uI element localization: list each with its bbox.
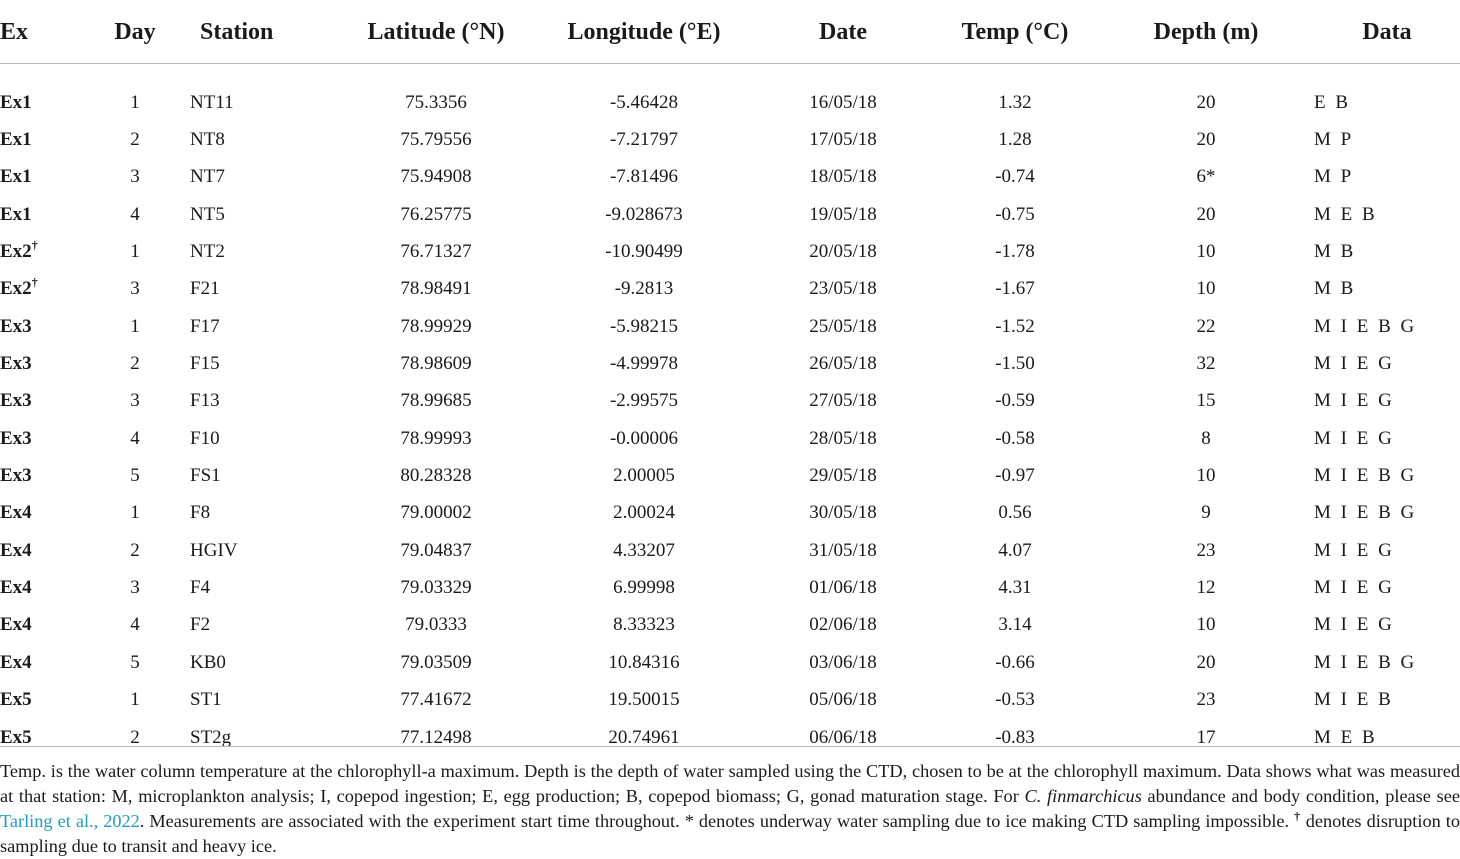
cell-date: 28/05/18 bbox=[809, 427, 877, 449]
cell-latitude: 78.99929 bbox=[400, 315, 472, 337]
cell-station: NT7 bbox=[190, 166, 225, 188]
cell-station: F4 bbox=[190, 577, 211, 599]
header-temp: Temp (°C) bbox=[961, 19, 1069, 45]
cell-temp: 4.07 bbox=[998, 539, 1032, 561]
cell-temp: -1.78 bbox=[995, 241, 1035, 263]
cell-longitude: 4.33207 bbox=[613, 539, 675, 561]
table-row bbox=[0, 233, 1460, 270]
cell-latitude: 76.25775 bbox=[400, 203, 472, 225]
dagger-mark: † bbox=[31, 275, 38, 290]
cell-latitude: 80.28328 bbox=[400, 465, 472, 487]
cell-day: 3 bbox=[130, 166, 140, 188]
cell-depth: 10 bbox=[1196, 465, 1216, 487]
ex-label: Ex1 bbox=[0, 91, 32, 113]
ex-label: Ex4 bbox=[0, 614, 32, 636]
ex-label: Ex4 bbox=[0, 651, 32, 673]
ex-label: Ex3 bbox=[0, 465, 32, 487]
cell-ex bbox=[0, 532, 80, 569]
table-row bbox=[0, 457, 1460, 494]
cell-temp: -0.75 bbox=[995, 203, 1035, 225]
cell-day: 5 bbox=[130, 465, 140, 487]
cell-date: 16/05/18 bbox=[809, 91, 877, 113]
cell-temp: -0.97 bbox=[995, 465, 1035, 487]
footnote-species: C. finmarchicus bbox=[1024, 786, 1142, 806]
cell-latitude: 78.98609 bbox=[400, 353, 472, 375]
cell-ex bbox=[0, 569, 80, 606]
cell-temp: 3.14 bbox=[998, 614, 1032, 636]
cell-depth: 23 bbox=[1196, 539, 1216, 561]
ex-label: Ex3 bbox=[0, 315, 32, 337]
footnote-text-1: Temp. is the water column temperature at the chlorophyll-a maximum. Depth is the depth of water sampled using the CTD, chosen to be at the chlorophyll maximum. Data shows what was measured at that station: M, microplankton analysis; I, copepod ingestion; E, egg production; B, copepod biomass; G, gonad maturation stage. For bbox=[0, 761, 1460, 806]
table-row bbox=[0, 607, 1460, 644]
cell-latitude: 79.03329 bbox=[400, 577, 472, 599]
header-station: Station bbox=[200, 19, 274, 45]
cell-latitude: 76.71327 bbox=[400, 241, 472, 263]
header-latitude: Latitude (°N) bbox=[367, 19, 505, 45]
cell-day: 2 bbox=[130, 129, 140, 151]
cell-temp: -1.67 bbox=[995, 278, 1035, 300]
cell-depth: 9 bbox=[1201, 502, 1211, 524]
header-day: Day bbox=[114, 19, 156, 45]
cell-longitude: 20.74961 bbox=[608, 726, 680, 748]
cell-data: M I E B G bbox=[1314, 502, 1415, 524]
cell-temp: -0.66 bbox=[995, 651, 1035, 673]
cell-depth: 20 bbox=[1196, 651, 1216, 673]
cell-depth: 10 bbox=[1196, 241, 1216, 263]
table-row bbox=[0, 682, 1460, 719]
cell-temp: 1.28 bbox=[998, 129, 1032, 151]
cell-station: F8 bbox=[190, 502, 211, 524]
table-header-row bbox=[0, 0, 1460, 64]
cell-depth: 17 bbox=[1196, 726, 1216, 748]
ex-label: Ex3 bbox=[0, 353, 32, 375]
cell-data: M E B bbox=[1314, 203, 1375, 225]
table-row bbox=[0, 495, 1460, 532]
header-data: Data bbox=[1362, 19, 1412, 45]
cell-station: F10 bbox=[190, 427, 220, 449]
ex-label: Ex5 bbox=[0, 689, 32, 711]
cell-ex bbox=[0, 121, 80, 158]
cell-latitude: 78.99993 bbox=[400, 427, 472, 449]
cell-date: 25/05/18 bbox=[809, 315, 877, 337]
cell-depth: 6* bbox=[1196, 166, 1216, 188]
footnote-dagger: † bbox=[1294, 809, 1301, 823]
cell-data: M P bbox=[1314, 166, 1352, 188]
cell-day: 2 bbox=[130, 726, 140, 748]
cell-ex bbox=[0, 420, 80, 457]
cell-data: M I E G bbox=[1314, 577, 1392, 599]
cell-longitude: 6.99998 bbox=[613, 577, 675, 599]
cell-longitude: -7.21797 bbox=[609, 129, 679, 151]
cell-depth: 20 bbox=[1196, 91, 1216, 113]
cell-day: 1 bbox=[130, 315, 140, 337]
cell-date: 05/06/18 bbox=[809, 689, 877, 711]
cell-depth: 22 bbox=[1196, 315, 1216, 337]
cell-latitude: 79.0333 bbox=[405, 614, 467, 636]
cell-day: 5 bbox=[130, 651, 140, 673]
cell-longitude: -5.98215 bbox=[609, 315, 679, 337]
cell-depth: 20 bbox=[1196, 129, 1216, 151]
table-row bbox=[0, 308, 1460, 345]
cell-data: E B bbox=[1314, 91, 1349, 113]
table-row bbox=[0, 719, 1460, 756]
cell-date: 27/05/18 bbox=[809, 390, 877, 412]
cell-longitude: -9.028673 bbox=[605, 203, 683, 225]
ex-label: Ex3 bbox=[0, 390, 32, 412]
cell-day: 1 bbox=[130, 91, 140, 113]
cell-station: F15 bbox=[190, 353, 220, 375]
cell-day: 4 bbox=[130, 203, 140, 225]
cell-station: F13 bbox=[190, 390, 220, 412]
cell-latitude: 79.00002 bbox=[400, 502, 472, 524]
cell-latitude: 78.98491 bbox=[400, 278, 472, 300]
table-row bbox=[0, 569, 1460, 606]
cell-longitude: 19.50015 bbox=[608, 689, 680, 711]
cell-date: 17/05/18 bbox=[809, 129, 877, 151]
cell-ex bbox=[0, 383, 80, 420]
cell-data: M B bbox=[1314, 241, 1354, 263]
table-row bbox=[0, 383, 1460, 420]
ex-label: Ex1 bbox=[0, 203, 32, 225]
cell-date: 26/05/18 bbox=[809, 353, 877, 375]
footnote-divider bbox=[0, 746, 1460, 747]
cell-station: F21 bbox=[190, 278, 220, 300]
cell-latitude: 79.03509 bbox=[400, 651, 472, 673]
cell-station: ST2g bbox=[190, 726, 232, 748]
table-row bbox=[0, 644, 1460, 681]
table-row bbox=[0, 420, 1460, 457]
cell-depth: 10 bbox=[1196, 278, 1216, 300]
footnote-text-2: abundance and body condition, please see bbox=[1141, 786, 1460, 806]
cell-data: M I E G bbox=[1314, 353, 1392, 375]
cell-ex bbox=[0, 719, 80, 756]
ex-label: Ex4 bbox=[0, 539, 32, 561]
cell-date: 19/05/18 bbox=[809, 203, 877, 225]
cell-data: M P bbox=[1314, 129, 1352, 151]
cell-temp: 4.31 bbox=[998, 577, 1032, 599]
ex-label: Ex3 bbox=[0, 427, 32, 449]
table-body bbox=[0, 64, 1460, 757]
table-row bbox=[0, 159, 1460, 196]
header-date: Date bbox=[819, 19, 867, 45]
cell-ex bbox=[0, 233, 80, 270]
cell-temp: 0.56 bbox=[998, 502, 1032, 524]
cell-station: FS1 bbox=[190, 465, 221, 487]
header-ex: Ex bbox=[0, 19, 29, 45]
cell-date: 18/05/18 bbox=[809, 166, 877, 188]
cell-temp: -1.52 bbox=[995, 315, 1035, 337]
citation-link[interactable]: Tarling et al., 2022 bbox=[0, 811, 140, 831]
cell-latitude: 75.3356 bbox=[405, 91, 467, 113]
header-longitude: Longitude (°E) bbox=[567, 19, 721, 45]
cell-ex bbox=[0, 644, 80, 681]
ex-label: Ex1 bbox=[0, 166, 32, 188]
cell-data: M I E B G bbox=[1314, 651, 1415, 673]
table-row bbox=[0, 271, 1460, 308]
cell-depth: 20 bbox=[1196, 203, 1216, 225]
cell-ex bbox=[0, 308, 80, 345]
cell-temp: -0.74 bbox=[995, 166, 1035, 188]
cell-latitude: 75.79556 bbox=[400, 129, 472, 151]
cell-temp: -0.59 bbox=[995, 390, 1035, 412]
ex-label: Ex4 bbox=[0, 577, 32, 599]
cell-day: 1 bbox=[130, 689, 140, 711]
header-depth: Depth (m) bbox=[1153, 19, 1259, 45]
cell-day: 3 bbox=[130, 278, 140, 300]
table-row bbox=[0, 345, 1460, 382]
cell-station: NT8 bbox=[190, 129, 225, 151]
cell-station: ST1 bbox=[190, 689, 222, 711]
cell-day: 4 bbox=[130, 427, 140, 449]
ex-label: Ex4 bbox=[0, 502, 32, 524]
cell-day: 1 bbox=[130, 502, 140, 524]
cell-station: F2 bbox=[190, 614, 211, 636]
cell-station: F17 bbox=[190, 315, 220, 337]
cell-longitude: -5.46428 bbox=[609, 91, 679, 113]
dagger-mark: † bbox=[31, 238, 38, 253]
table-row bbox=[0, 532, 1460, 569]
table-footnote bbox=[0, 759, 1460, 859]
cell-latitude: 77.12498 bbox=[400, 726, 472, 748]
cell-day: 3 bbox=[130, 390, 140, 412]
cell-ex bbox=[0, 345, 80, 382]
cell-station: NT5 bbox=[190, 203, 225, 225]
table-row bbox=[0, 84, 1460, 121]
cell-temp: -0.58 bbox=[995, 427, 1035, 449]
cell-longitude: 2.00024 bbox=[613, 502, 675, 524]
cell-date: 29/05/18 bbox=[809, 465, 877, 487]
cell-date: 20/05/18 bbox=[809, 241, 877, 263]
cell-ex bbox=[0, 682, 80, 719]
cell-ex bbox=[0, 159, 80, 196]
cell-station: NT11 bbox=[190, 91, 234, 113]
cell-data: M I E B G bbox=[1314, 465, 1415, 487]
cell-station: KB0 bbox=[190, 651, 226, 673]
footnote-text-4: denotes disruption to sampling due to transit and heavy ice. bbox=[0, 811, 1460, 856]
cell-latitude: 75.94908 bbox=[400, 166, 472, 188]
cell-station: NT2 bbox=[190, 241, 225, 263]
cell-date: 23/05/18 bbox=[809, 278, 877, 300]
cell-date: 06/06/18 bbox=[809, 726, 877, 748]
cell-temp: -1.50 bbox=[995, 353, 1035, 375]
cell-data: M I E G bbox=[1314, 427, 1392, 449]
cell-day: 2 bbox=[130, 353, 140, 375]
cell-longitude: -2.99575 bbox=[609, 390, 679, 412]
cell-depth: 32 bbox=[1196, 353, 1216, 375]
cell-data: M I E B G bbox=[1314, 315, 1415, 337]
cell-longitude: -9.2813 bbox=[614, 278, 674, 300]
ex-label: Ex2 bbox=[0, 278, 32, 300]
cell-station: HGIV bbox=[190, 539, 238, 561]
cell-ex bbox=[0, 457, 80, 494]
cell-depth: 10 bbox=[1196, 614, 1216, 636]
cell-date: 03/06/18 bbox=[809, 651, 877, 673]
cell-depth: 12 bbox=[1196, 577, 1216, 599]
cell-ex bbox=[0, 495, 80, 532]
cell-depth: 15 bbox=[1196, 390, 1216, 412]
cell-temp: 1.32 bbox=[998, 91, 1032, 113]
cell-longitude: 10.84316 bbox=[608, 651, 680, 673]
cell-latitude: 78.99685 bbox=[400, 390, 472, 412]
cell-data: M I E B bbox=[1314, 689, 1391, 711]
cell-data: M I E G bbox=[1314, 539, 1392, 561]
cell-longitude: 8.33323 bbox=[613, 614, 675, 636]
ex-label: Ex1 bbox=[0, 129, 32, 151]
cell-ex bbox=[0, 196, 80, 233]
cell-temp: -0.83 bbox=[995, 726, 1035, 748]
cell-ex bbox=[0, 607, 80, 644]
cell-data: M B bbox=[1314, 278, 1354, 300]
ex-label: Ex2 bbox=[0, 241, 32, 263]
table-spacer bbox=[0, 64, 1460, 85]
cell-day: 3 bbox=[130, 577, 140, 599]
cell-day: 1 bbox=[130, 241, 140, 263]
cell-temp: -0.53 bbox=[995, 689, 1035, 711]
cell-longitude: -7.81496 bbox=[609, 166, 679, 188]
cell-longitude: -10.90499 bbox=[605, 241, 683, 263]
cell-depth: 23 bbox=[1196, 689, 1216, 711]
cell-day: 4 bbox=[130, 614, 140, 636]
cell-date: 02/06/18 bbox=[809, 614, 877, 636]
cell-longitude: 2.00005 bbox=[613, 465, 675, 487]
cell-longitude: -4.99978 bbox=[609, 353, 679, 375]
cell-longitude: -0.00006 bbox=[609, 427, 679, 449]
cell-data: M I E G bbox=[1314, 614, 1392, 636]
cell-data: M E B bbox=[1314, 726, 1375, 748]
cell-ex bbox=[0, 84, 80, 121]
cell-day: 2 bbox=[130, 539, 140, 561]
cell-latitude: 79.04837 bbox=[400, 539, 472, 561]
cell-data: M I E G bbox=[1314, 390, 1392, 412]
cell-depth: 8 bbox=[1201, 427, 1211, 449]
cell-ex bbox=[0, 271, 80, 308]
ex-label: Ex5 bbox=[0, 726, 32, 748]
table-row bbox=[0, 121, 1460, 158]
cell-date: 31/05/18 bbox=[809, 539, 877, 561]
table-row bbox=[0, 196, 1460, 233]
footnote-text-3: . Measurements are associated with the experiment start time throughout. * denotes underway water sampling due to ice making CTD sampling impossible. bbox=[139, 811, 1295, 831]
cell-latitude: 77.41672 bbox=[400, 689, 472, 711]
cell-date: 01/06/18 bbox=[809, 577, 877, 599]
cell-date: 30/05/18 bbox=[809, 502, 877, 524]
